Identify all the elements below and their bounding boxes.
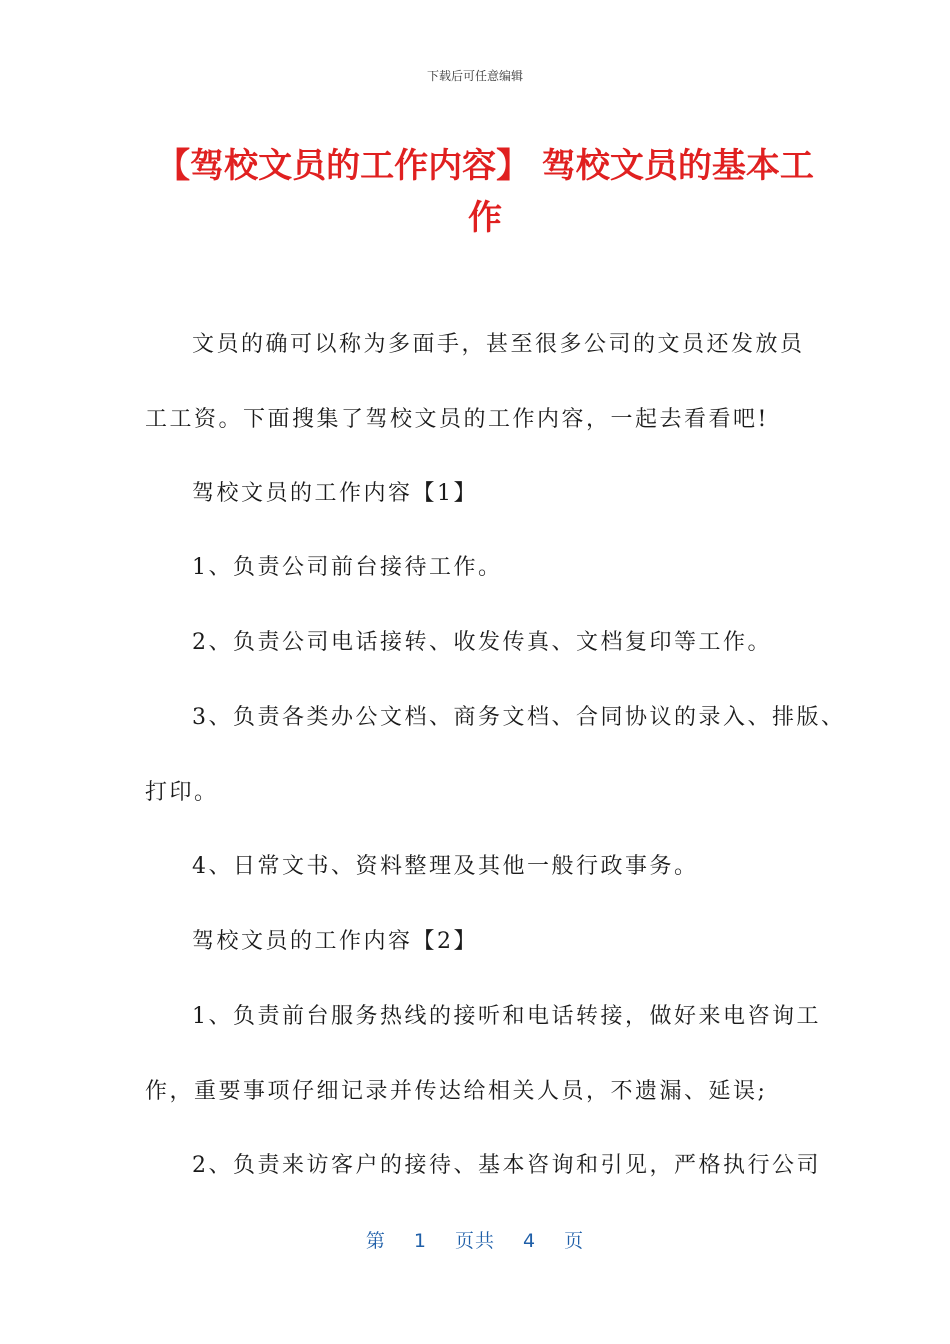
list-item-2-1-line-1: 1、负责前台服务热线的接听和电话转接，做好来电咨询工 — [192, 1004, 821, 1029]
paragraph-intro-line-2: 工工资。下面搜集了驾校文员的工作内容，一起去看看吧! — [145, 407, 769, 432]
section-heading-1: 驾校文员的工作内容【1】 — [192, 481, 478, 506]
list-item-2-2-line-1: 2、负责来访客户的接待、基本咨询和引见，严格执行公司 — [192, 1153, 821, 1178]
footer-label-of: 页共 — [454, 1230, 495, 1252]
list-item-1-2: 2、负责公司电话接转、收发传真、文档复印等工作。 — [192, 630, 772, 655]
footer-current-page: 1 — [413, 1230, 427, 1252]
list-item-1-1: 1、负责公司前台接待工作。 — [192, 555, 503, 580]
list-item-2-1-line-2: 作，重要事项仔细记录并传达给相关人员，不遗漏、延误; — [145, 1079, 768, 1104]
header-note: 下载后可任意编辑 — [426, 69, 523, 83]
page-footer — [0, 1226, 950, 1253]
list-item-1-4: 4、日常文书、资料整理及其他一般行政事务。 — [192, 854, 699, 879]
document-title: 【驾校文员的工作内容】 驾校文员的基本工作 — [156, 146, 814, 238]
paragraph-intro-line-1: 文员的确可以称为多面手，甚至很多公司的文员还发放员 — [192, 332, 805, 357]
footer-label-end: 页 — [564, 1230, 585, 1252]
list-item-1-3-line-2: 打印。 — [145, 780, 219, 805]
footer-label-page: 第 — [365, 1230, 386, 1252]
section-heading-2: 驾校文员的工作内容【2】 — [192, 929, 478, 954]
list-item-1-3-line-1: 3、负责各类办公文档、商务文档、合同协议的录入、排版、 — [192, 705, 846, 730]
footer-total-pages: 4 — [523, 1230, 537, 1252]
